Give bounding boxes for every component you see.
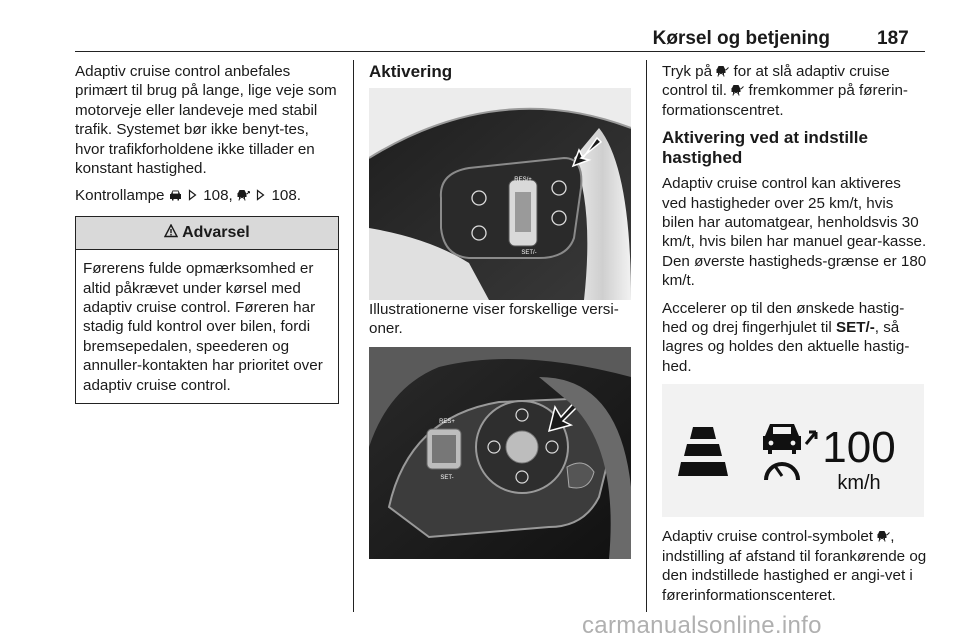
speed-unit: km/h xyxy=(837,472,881,495)
page-reference-icon xyxy=(186,189,199,201)
p4-text-a: Adaptiv cruise control-symbolet xyxy=(662,528,874,546)
steering-wheel-photo-1 xyxy=(369,88,631,300)
set-key-label: SET/- xyxy=(835,319,875,337)
steering-wheel-photo-2 xyxy=(369,347,631,559)
set-label: SET/- xyxy=(521,250,537,256)
warning-box xyxy=(75,216,339,404)
header-divider xyxy=(75,51,925,52)
adaptive-cruise-icon xyxy=(237,189,250,201)
res-label-2: RES+ xyxy=(439,418,455,425)
p1-text-c: fremkommer på førerin-formationscentret. xyxy=(662,82,908,119)
set-label-2: SET- xyxy=(440,474,454,481)
activation-instruction xyxy=(662,62,928,120)
page-number: 187 xyxy=(877,28,909,49)
adaptive-cruise-icon xyxy=(731,84,744,96)
heading-activation: Aktivering xyxy=(369,62,453,81)
adaptive-cruise-icon xyxy=(877,530,890,542)
speed-range-paragraph: Adaptiv cruise control kan aktiveres ved hastigheder over 25 km/t, hvis bilen har automatgear, henholdsvis 30 km/t, hvis bilen har manuel gear-kasse. Den øverste hastigheds-grænse er 180 km/t. xyxy=(662,175,927,290)
warning-header xyxy=(76,217,338,250)
section-title: Kørsel og betjening xyxy=(652,28,830,49)
adaptive-cruise-icon xyxy=(716,65,729,77)
p1-text-b: for at slå adaptiv cruise control til. xyxy=(662,63,890,100)
warning-text: Førerens fulde opmærksomhed er altid påkrævet under kørsel med adaptiv cruise control. Føreren har stadig fuld kontrol over bilen, fordi bremsepedalen, speederen og annuller-kontakten har prioritet over adaptiv cruise control. xyxy=(83,260,323,394)
set-speed-paragraph xyxy=(662,299,928,377)
heading-set-speed: Aktivering ved at indstille hastighed xyxy=(662,128,868,168)
p3-text-a: Accelerer op til den ønskede hastig-hed og drej fingerhjulet til xyxy=(662,299,905,337)
control-lamp-reference xyxy=(75,186,341,205)
warning-title: Advarsel xyxy=(182,223,250,241)
watermark: carmanualsonline.info xyxy=(582,612,822,639)
column-3 xyxy=(662,62,928,613)
column-divider-1 xyxy=(353,60,354,612)
page-ref-1: 108, xyxy=(203,187,233,205)
control-lamp-label: Kontrollampe xyxy=(75,187,165,205)
car-icon xyxy=(169,189,182,201)
column-1 xyxy=(75,62,341,404)
column-divider-2 xyxy=(646,60,647,612)
symbol-description xyxy=(662,527,928,605)
warning-icon xyxy=(164,224,178,238)
res-label: RES/+ xyxy=(514,177,532,183)
illustration-caption: Illustrationerne viser forskellige versi-oner. xyxy=(369,301,619,338)
set-speed-value: 100 xyxy=(822,423,896,473)
page-reference-icon xyxy=(254,189,267,201)
intro-paragraph: Adaptiv cruise control anbefales primært til brug på lange, lige veje som motorveje eller landeveje med stabil trafik. Systemet bør ikke benyt-tes, hvor trafikforholdene ikke tillader en konstant hastighed. xyxy=(75,63,337,178)
p4-text-b: , indstilling af afstand til forankørende og den indstillede hastighed er angi-vet i førerinformationscenteret. xyxy=(662,528,927,604)
p1-text-a: Tryk på xyxy=(662,63,713,80)
p3-text-b: , så lagres og holdes den aktuelle hastig-hed. xyxy=(662,319,910,375)
page-ref-2: 108. xyxy=(271,187,302,205)
driver-info-display xyxy=(662,384,924,517)
column-2 xyxy=(369,62,635,559)
